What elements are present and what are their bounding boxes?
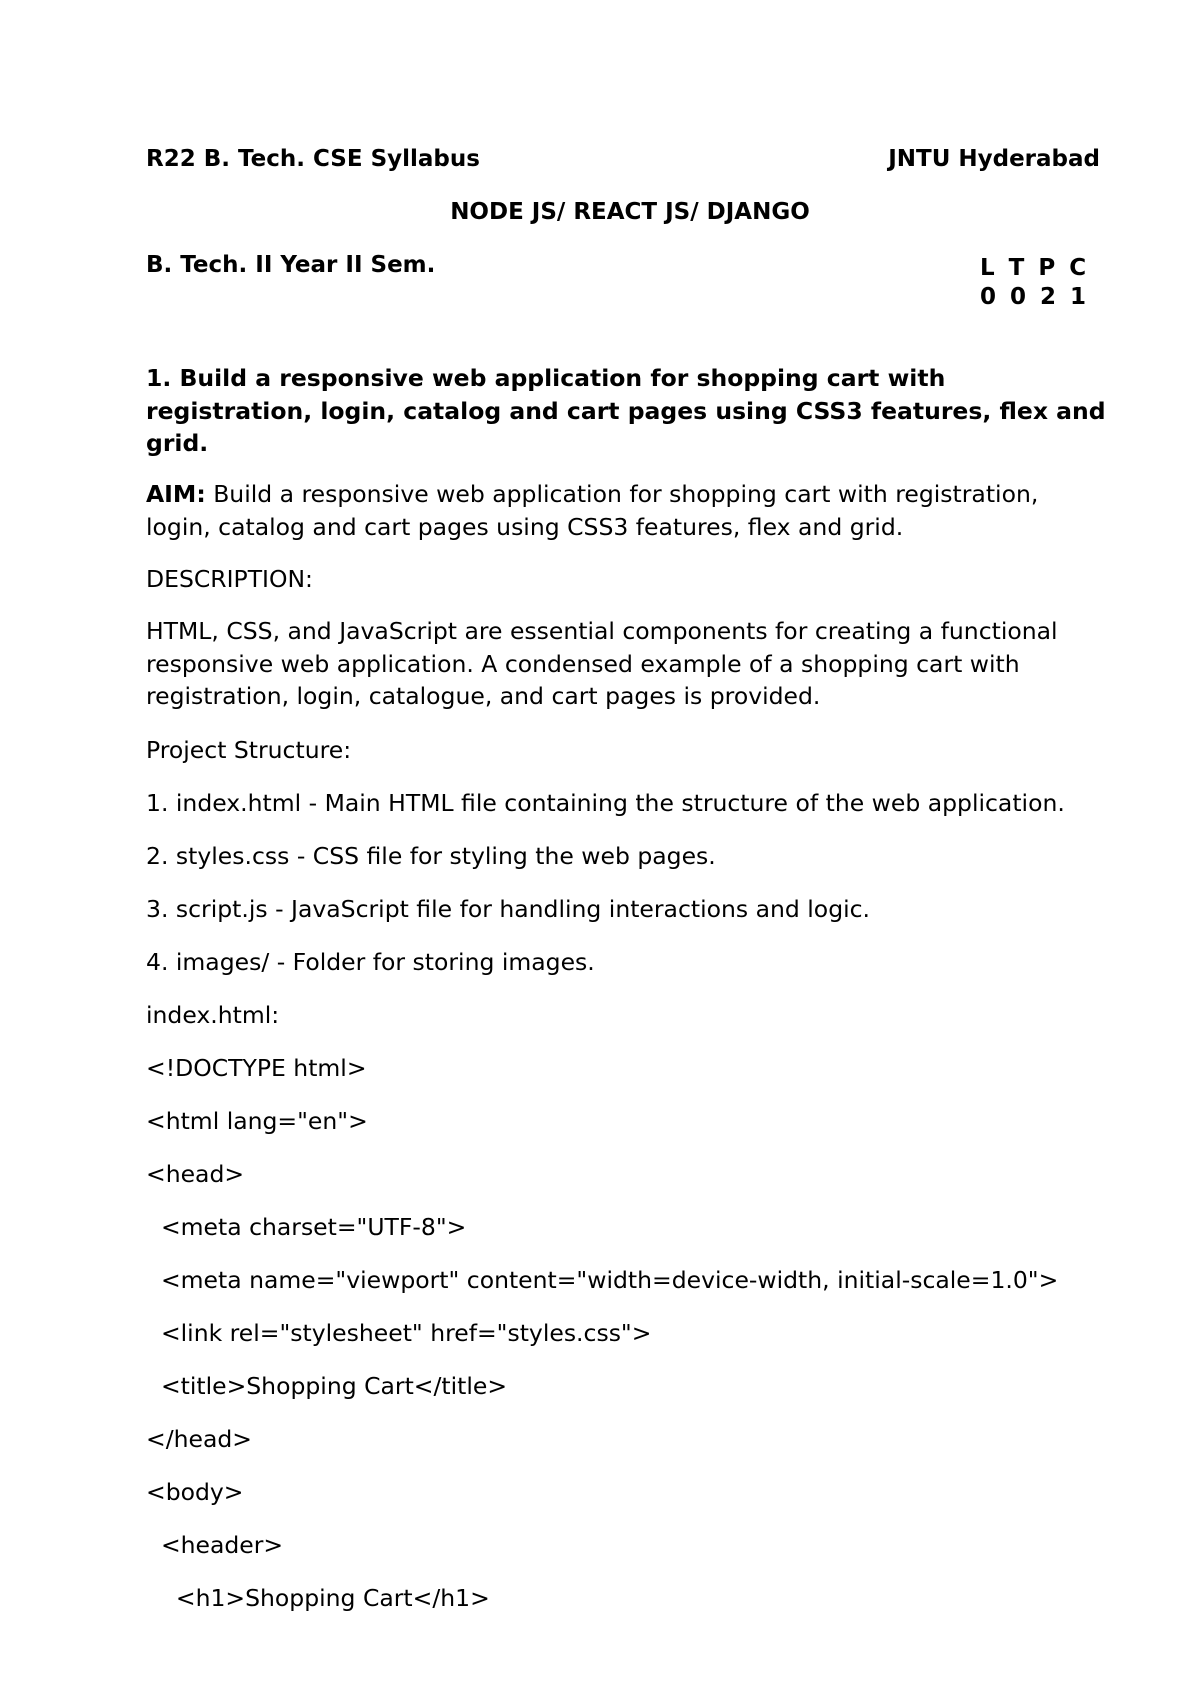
code-line: <h1>Shopping Cart</h1> xyxy=(146,1584,490,1612)
code-line: <head> xyxy=(146,1160,245,1188)
code-line: <link rel="stylesheet" href="styles.css"> xyxy=(146,1319,652,1347)
description-label: DESCRIPTION: xyxy=(146,565,313,593)
code-line: <meta name="viewport" content="width=device-width, initial-scale=1.0"> xyxy=(146,1266,1059,1294)
structure-item: 3. script.js - JavaScript file for handling interactions and logic. xyxy=(146,895,871,923)
structure-label: Project Structure: xyxy=(146,736,352,764)
semester-label: B. Tech. II Year II Sem. xyxy=(146,252,436,278)
aim-text: Build a responsive web application for shopping cart with registration, login, catalog and cart pages using CSS3 features, flex and grid. xyxy=(146,480,1039,541)
ltpc-values: 0 0 2 1 xyxy=(980,284,1090,310)
course-title: NODE JS/ REACT JS/ DJANGO xyxy=(450,199,810,225)
experiment-title: 1. Build a responsive web application for shopping cart with registration, login, catalog and cart pages using CSS3 features, flex and grid. xyxy=(146,364,1106,457)
structure-item: 2. styles.css - CSS file for styling the web pages. xyxy=(146,842,716,870)
university-label: JNTU Hyderabad xyxy=(888,146,1100,172)
ltpc-block xyxy=(980,254,1089,312)
code-line: <body> xyxy=(146,1478,244,1506)
ltpc-labels: L T P C xyxy=(980,255,1090,281)
structure-item: 4. images/ - Folder for storing images. xyxy=(146,948,595,976)
aim-paragraph xyxy=(146,478,1106,543)
code-line: <header> xyxy=(146,1531,284,1559)
description-text: HTML, CSS, and JavaScript are essential components for creating a functional responsive web application. A condensed example of a shopping cart with registration, login, catalogue, and cart pages is provided. xyxy=(146,617,1058,710)
code-line: <title>Shopping Cart</title> xyxy=(146,1372,508,1400)
code-line: <!DOCTYPE html> xyxy=(146,1054,367,1082)
syllabus-label: R22 B. Tech. CSE Syllabus xyxy=(146,146,480,172)
code-line: <html lang="en"> xyxy=(146,1107,368,1135)
structure-item: 1. index.html - Main HTML file containing the structure of the web application. xyxy=(146,789,1065,817)
code-line: </head> xyxy=(146,1425,252,1453)
code-line: <meta charset="UTF-8"> xyxy=(146,1213,467,1241)
code-label: index.html: xyxy=(146,1001,280,1029)
aim-label: AIM: xyxy=(146,480,206,508)
